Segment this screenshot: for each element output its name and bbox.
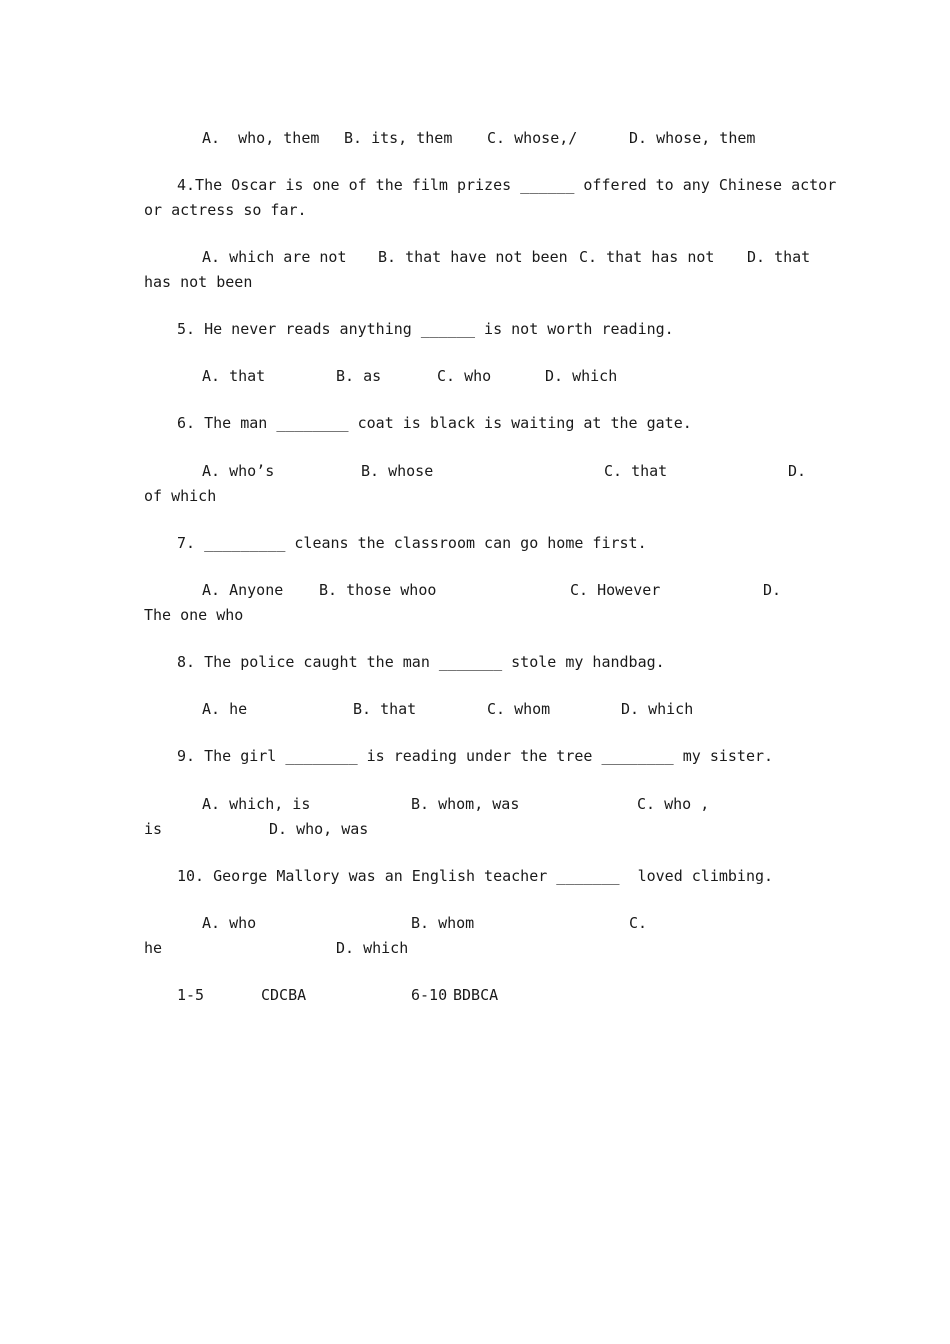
q5-option-d: D. which [545,367,618,385]
answer-range-1: 1-5 [177,986,205,1004]
q8-option-a: A. he [202,700,248,718]
q10-option-b: B. whom [411,914,475,932]
q3-option-a: A. who, them [202,129,320,147]
q10-option-d: D. which [336,939,409,957]
q7-option-d-wrap: The one who [144,606,244,624]
q8-stem: 8. The police caught the man _______ stole my handbag. [177,653,665,671]
q9-stem: 9. The girl ________ is reading under the tree ________ my sister. [177,747,774,765]
answer-key-2: BDBCA [453,986,499,1004]
q9-option-c-wrap: is [144,820,163,838]
q9-option-b: B. whom, was [411,795,520,813]
q7-option-a: A. Anyone [202,581,284,599]
q4-stem-line1: 4.The Oscar is one of the film prizes ______ offered to any Chinese actor [177,176,837,194]
q7-option-b: B. those whoo [319,581,437,599]
q5-option-b: B. as [336,367,382,385]
q5-option-c: C. who [437,367,492,385]
q3-option-c: C. whose,/ [487,129,578,147]
q4-option-c: C. that has not [579,248,715,266]
q7-option-c: C. However [570,581,661,599]
q8-option-c: C. whom [487,700,551,718]
q9-option-c: C. who , [637,795,710,813]
q10-stem: 10. George Mallory was an English teacher _______ loved climbing. [177,867,774,885]
q3-option-b: B. its, them [344,129,453,147]
q5-stem: 5. He never reads anything ______ is not worth reading. [177,320,674,338]
q6-option-d-wrap: of which [144,487,217,505]
q7-option-d: D. [763,581,782,599]
q4-option-a: A. which are not [202,248,347,266]
q10-option-a: A. who [202,914,257,932]
q9-option-d: D. who, was [269,820,369,838]
q5-option-a: A. that [202,367,266,385]
q7-stem: 7. _________ cleans the classroom can go home first. [177,534,647,552]
q6-option-d: D. [788,462,807,480]
answer-range-2: 6-10 [411,986,448,1004]
q6-option-b: B. whose [361,462,434,480]
q4-option-d-wrap: has not been [144,273,253,291]
q10-option-c-wrap: he [144,939,163,957]
q10-option-c: C. [629,914,648,932]
q6-option-c: C. that [604,462,668,480]
q4-option-b: B. that have not been [378,248,568,266]
q4-option-d: D. that [747,248,811,266]
q6-stem: 6. The man ________ coat is black is waiting at the gate. [177,414,692,432]
q4-stem-line2: or actress so far. [144,201,307,219]
answer-key-1: CDCBA [261,986,307,1004]
q6-option-a: A. who’s [202,462,275,480]
q9-option-a: A. which, is [202,795,311,813]
q8-option-b: B. that [353,700,417,718]
q3-option-d: D. whose, them [629,129,756,147]
q8-option-d: D. which [621,700,694,718]
